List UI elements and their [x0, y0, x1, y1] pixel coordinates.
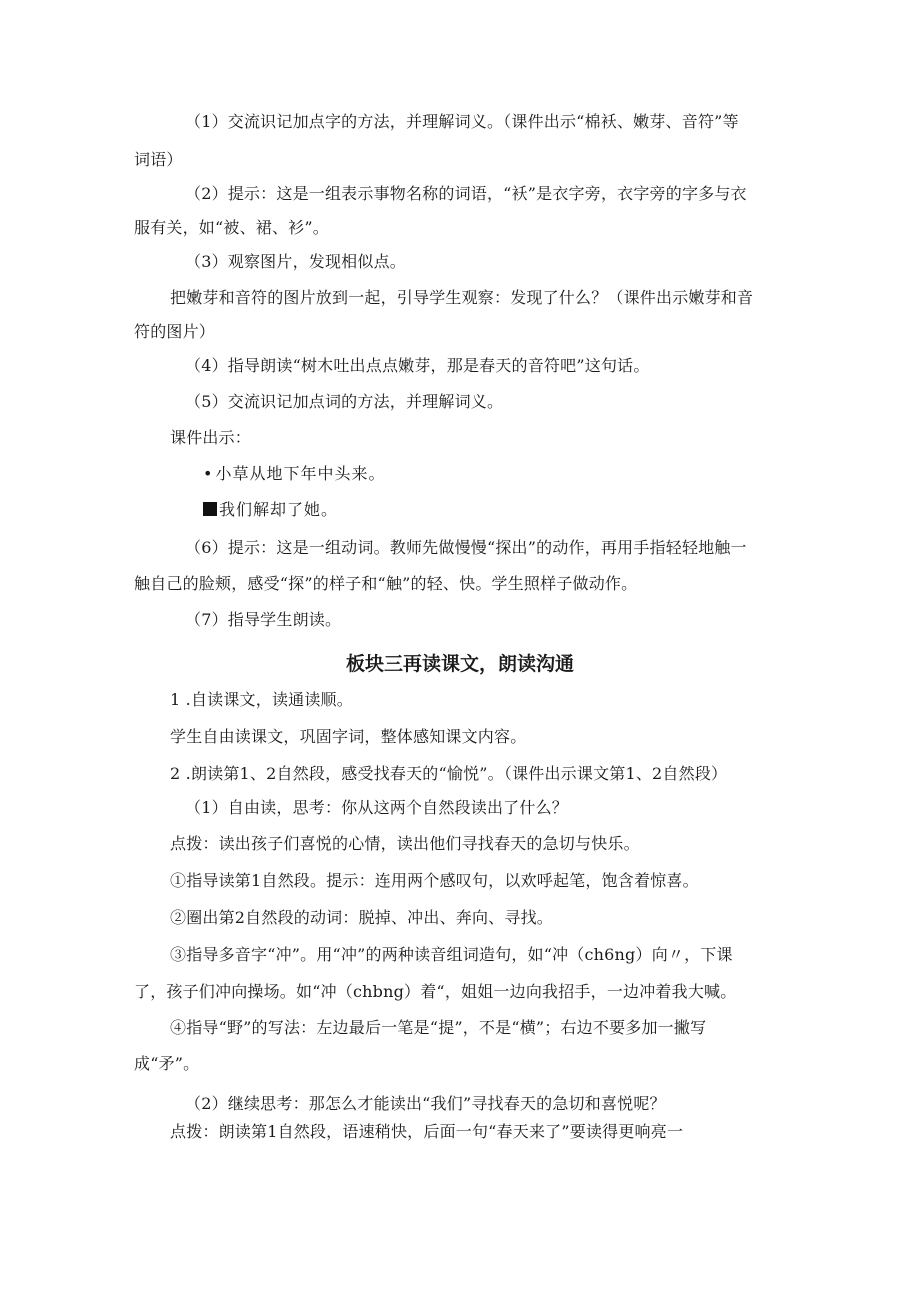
- paragraph-line-1: （1）交流识记加点字的方法，并理解词义。（课件出示“棉袄、嫩芽、音符”等: [185, 112, 739, 131]
- paragraph-line-19: （1）自由读，思考：你从这两个自然段读出了什么？: [185, 798, 568, 817]
- section-heading: 板块三再读课文，朗读沟通: [345, 653, 574, 675]
- paragraph-line-26: 成“矛”。: [134, 1054, 200, 1073]
- paragraph-line-9: （5）交流识记加点词的方法，并理解词义。: [185, 392, 504, 411]
- paragraph-line-25: ④指导“野”的写法：左边最后一笔是“提”，不是“横”；右边不要多加一撇写: [170, 1018, 707, 1037]
- paragraph-line-20: 点拨：读出孩子们喜悦的心情，读出他们寻找春天的急切与快乐。: [170, 834, 640, 853]
- paragraph-line-22: ②圈出第2自然段的动词：脱掉、冲出、奔向、寻找。: [170, 908, 553, 927]
- paragraph-line-23: ③指导多音字“冲”。用“冲”的两种读音组词造句，如“冲（ch6ng）向〃，下课: [170, 945, 733, 964]
- courseware-label: 课件出示：: [170, 428, 252, 447]
- paragraph-line-15: （7）指导学生朗读。: [185, 610, 342, 629]
- paragraph-line-13: （6）提示：这是一组动词。教师先做慢慢“探出”的动作，再用手指轻轻地触一: [185, 538, 747, 557]
- paragraph-line-28: 点拨：朗读第1自然段，语速稍快，后面一句“春天来了”要读得更响亮一: [170, 1122, 684, 1141]
- paragraph-line-18: 2 .朗读第1、2自然段，感受找春天的“愉悦”。（课件出示课文第1、2自然段）: [170, 764, 728, 783]
- paragraph-line-6: 把嫩芽和音符的图片放到一起，引导学生观察：发现了什么？（课件出示嫩芽和音: [170, 288, 754, 307]
- paragraph-line-4: 服有关，如“被、裙、衫”。: [134, 218, 329, 237]
- example-sentence-1-text: 小草从地下年中头来。: [215, 464, 386, 483]
- example-sentence-2-text: 我们解却了她。: [219, 500, 339, 519]
- paragraph-line-7: 符的图片）: [134, 322, 216, 341]
- paragraph-line-3: （2）提示：这是一组表示事物名称的词语，“袄”是衣字旁，衣字旁的字多与衣: [185, 184, 747, 203]
- paragraph-line-14: 触自己的脸颊，感受“探”的样子和“触”的轻、快。学生照样子做动作。: [134, 574, 638, 593]
- paragraph-line-5: （3）观察图片，发现相似点。: [185, 252, 406, 271]
- paragraph-line-21: ①指导读第1自然段。提示：连用两个感叹句，以欢呼起笔，饱含着惊喜。: [170, 871, 699, 890]
- example-sentence-2: [203, 500, 338, 520]
- paragraph-line-17: 学生自由读课文，巩固字词，整体感知课文内容。: [170, 727, 527, 746]
- paragraph-line-27: （2）继续思考：那怎么才能读出“我们”寻找春天的急切和喜悦呢？: [185, 1094, 666, 1113]
- bullet-dot-icon: •: [203, 464, 214, 483]
- paragraph-line-8: （4）指导朗读“树木吐出点点嫩芽，那是春天的音符吧”这句话。: [185, 356, 650, 375]
- paragraph-line-16: 1 .自读课文，读通读顺。: [170, 690, 353, 709]
- paragraph-line-2: 词语）: [134, 150, 183, 169]
- paragraph-line-24: 了，孩子们冲向操场。如“冲（chbng）着“，姐姐一边向我招手，一边冲着我大喊。: [134, 982, 737, 1001]
- black-square-icon: [203, 502, 217, 516]
- example-sentence-1: [203, 464, 385, 484]
